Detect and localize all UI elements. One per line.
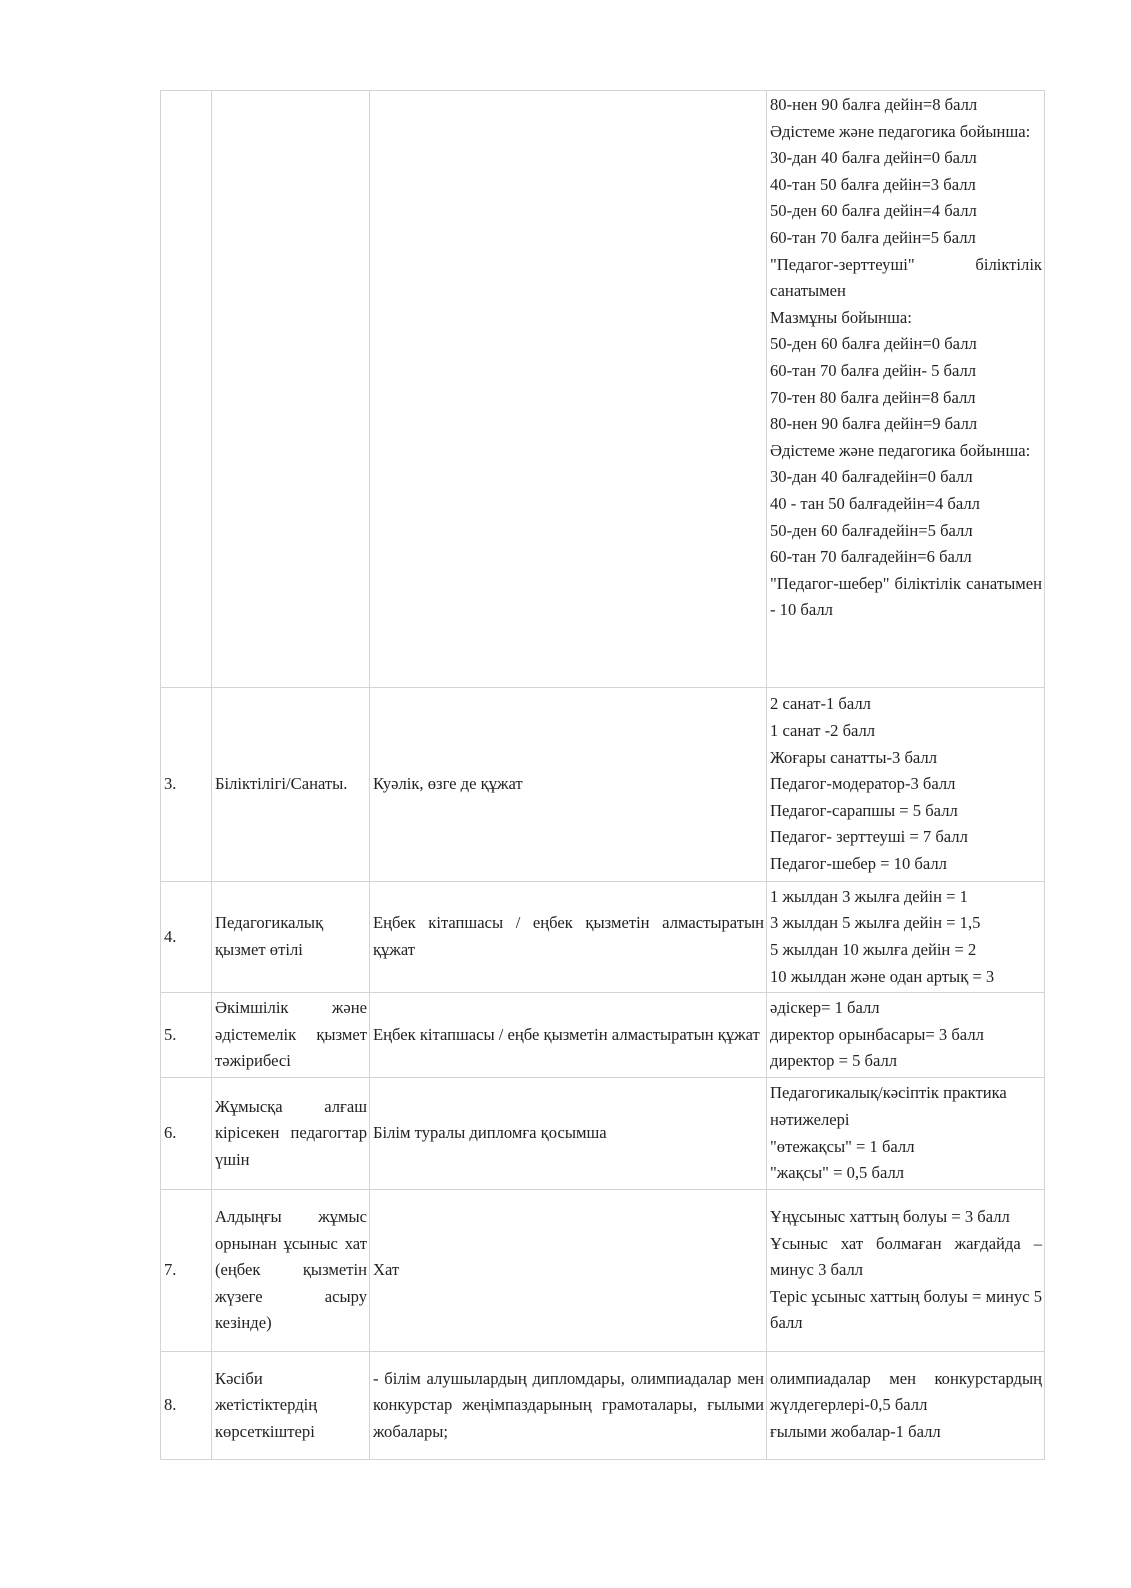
name-cell: Әкімшілік және әдістемелік қызмет тәжірибесі	[212, 993, 370, 1078]
criteria-cell	[767, 1352, 1045, 1460]
criteria-line: "өтежақсы" = 1 балл	[770, 1136, 915, 1156]
table-row-continuation	[161, 91, 1045, 688]
table-row-3	[161, 688, 1045, 882]
criteria-line: Мазмұны бойынша:	[770, 307, 912, 327]
criteria-line: Жоғары санатты-3 балл	[770, 747, 937, 767]
number-cell: 5.	[161, 993, 212, 1078]
criteria-line: директор = 5 балл	[770, 1051, 898, 1071]
criteria-line: 5 жылдан 10 жылға дейін = 2	[770, 940, 977, 959]
criteria-line: олимпиадалар мен конкурстардың жүлдегерлері-0,5 балл	[770, 1368, 1042, 1415]
number-cell	[161, 91, 212, 688]
table-row-7	[161, 1190, 1045, 1352]
criteria-line: 50-ден 60 балға дейін=4 балл	[770, 201, 977, 221]
criteria-line: Әдістеме және педагогика бойынша:	[770, 440, 1031, 460]
criteria-cell	[767, 91, 1045, 688]
criteria-cell	[767, 882, 1045, 993]
table-row-8	[161, 1352, 1045, 1460]
criteria-line: ғылыми жобалар-1 балл	[770, 1421, 941, 1441]
name-cell	[212, 91, 370, 688]
criteria-table	[160, 90, 1045, 1460]
number-cell: 8.	[161, 1352, 212, 1460]
document-cell: Куәлік, өзге де құжат	[370, 688, 767, 882]
document-cell: Еңбек кітапшасы / еңбе қызметін алмастыратын құжат	[370, 993, 767, 1078]
criteria-line: Педагог-модератор-3 балл	[770, 774, 956, 794]
criteria-line: 30-дан 40 балға дейін=0 балл	[770, 148, 977, 168]
criteria-line: 80-нен 90 балға дейін=8 балл	[770, 95, 978, 114]
criteria-line: директор орынбасары= 3 балл	[770, 1024, 984, 1044]
criteria-line: 1 жылдан 3 жылға дейін = 1	[770, 886, 968, 906]
criteria-line: 1 санат -2 балл	[770, 721, 876, 741]
criteria-line: 30-дан 40 балғадейін=0 балл	[770, 467, 973, 487]
table-row-5	[161, 993, 1045, 1078]
criteria-line: 10 жылдан және одан артық = 3	[770, 966, 995, 986]
document-cell	[370, 91, 767, 688]
criteria-line: Әдістеме және педагогика бойынша:	[770, 121, 1031, 141]
criteria-line: Ұсыныс хат болмаған жағдайда – минус 3 балл	[770, 1233, 1042, 1280]
criteria-line: 60-тан 70 балғадейін=6 балл	[770, 547, 972, 567]
criteria-line: Теріс ұсыныс хаттың болуы = минус 5 балл	[770, 1286, 1042, 1333]
criteria-line: әдіскер= 1 балл	[770, 998, 880, 1018]
document-cell: Білім туралы дипломға қосымша	[370, 1078, 767, 1190]
criteria-line: 60-тан 70 балға дейін- 5 балл	[770, 360, 977, 380]
criteria-line: 50-ден 60 балғадейін=5 балл	[770, 520, 973, 540]
criteria-line: Педагогикалық/кәсіптік практика нәтижелері	[770, 1083, 1007, 1129]
number-cell: 3.	[161, 688, 212, 882]
criteria-line: 80-нен 90 балға дейін=9 балл	[770, 414, 978, 434]
criteria-line: "жақсы" = 0,5 балл	[770, 1163, 905, 1183]
criteria-cell	[767, 688, 1045, 882]
criteria-cell	[767, 1078, 1045, 1190]
name-cell: Педагогикалық қызмет өтілі	[212, 882, 370, 993]
criteria-line: 3 жылдан 5 жылға дейін = 1,5	[770, 913, 981, 933]
name-cell: Біліктілігі/Санаты.	[212, 688, 370, 882]
criteria-line: "Педагог-шебер" біліктілік санатымен - 10 балл	[770, 573, 1042, 620]
criteria-line: 50-ден 60 балға дейін=0 балл	[770, 334, 977, 354]
table-row-6	[161, 1078, 1045, 1190]
name-cell: Кәсіби жетістіктердің көрсеткіштері	[212, 1352, 370, 1460]
criteria-line: Педагог- зерттеуші = 7 балл	[770, 827, 968, 847]
criteria-line: Педагог-шебер = 10 балл	[770, 853, 947, 873]
criteria-cell	[767, 1190, 1045, 1352]
criteria-line: 2 санат-1 балл	[770, 694, 871, 714]
document-cell: Хат	[370, 1190, 767, 1352]
number-cell: 7.	[161, 1190, 212, 1352]
criteria-line: 70-тен 80 балға дейін=8 балл	[770, 387, 976, 407]
name-cell: Жұмысқа алғаш кірісекен педагогтар үшін	[212, 1078, 370, 1190]
criteria-line: Педагог-сарапшы = 5 балл	[770, 800, 958, 820]
criteria-line: 40-тан 50 балға дейін=3 балл	[770, 174, 976, 194]
name-cell: Алдыңғы жұмыс орнынан ұсыныс хат (еңбек қызметін жүзеге асыру кезінде)	[212, 1190, 370, 1352]
number-cell: 4.	[161, 882, 212, 993]
number-cell: 6.	[161, 1078, 212, 1190]
criteria-line: Ұңұсыныс хаттың болуы = 3 балл	[770, 1207, 1010, 1227]
table-row-4	[161, 882, 1045, 993]
criteria-line: "Педагог-зерттеуші" біліктілік санатымен	[770, 254, 1042, 301]
criteria-cell	[767, 993, 1045, 1078]
document-cell: - білім алушылардың дипломдары, олимпиадалар мен конкурстар жеңімпаздарының грамоталары, ғылыми жобалары;	[370, 1352, 767, 1460]
criteria-line: 40 - тан 50 балғадейін=4 балл	[770, 493, 980, 513]
document-cell: Еңбек кітапшасы / еңбек қызметін алмастыратын құжат	[370, 882, 767, 993]
criteria-line: 60-тан 70 балға дейін=5 балл	[770, 227, 976, 247]
